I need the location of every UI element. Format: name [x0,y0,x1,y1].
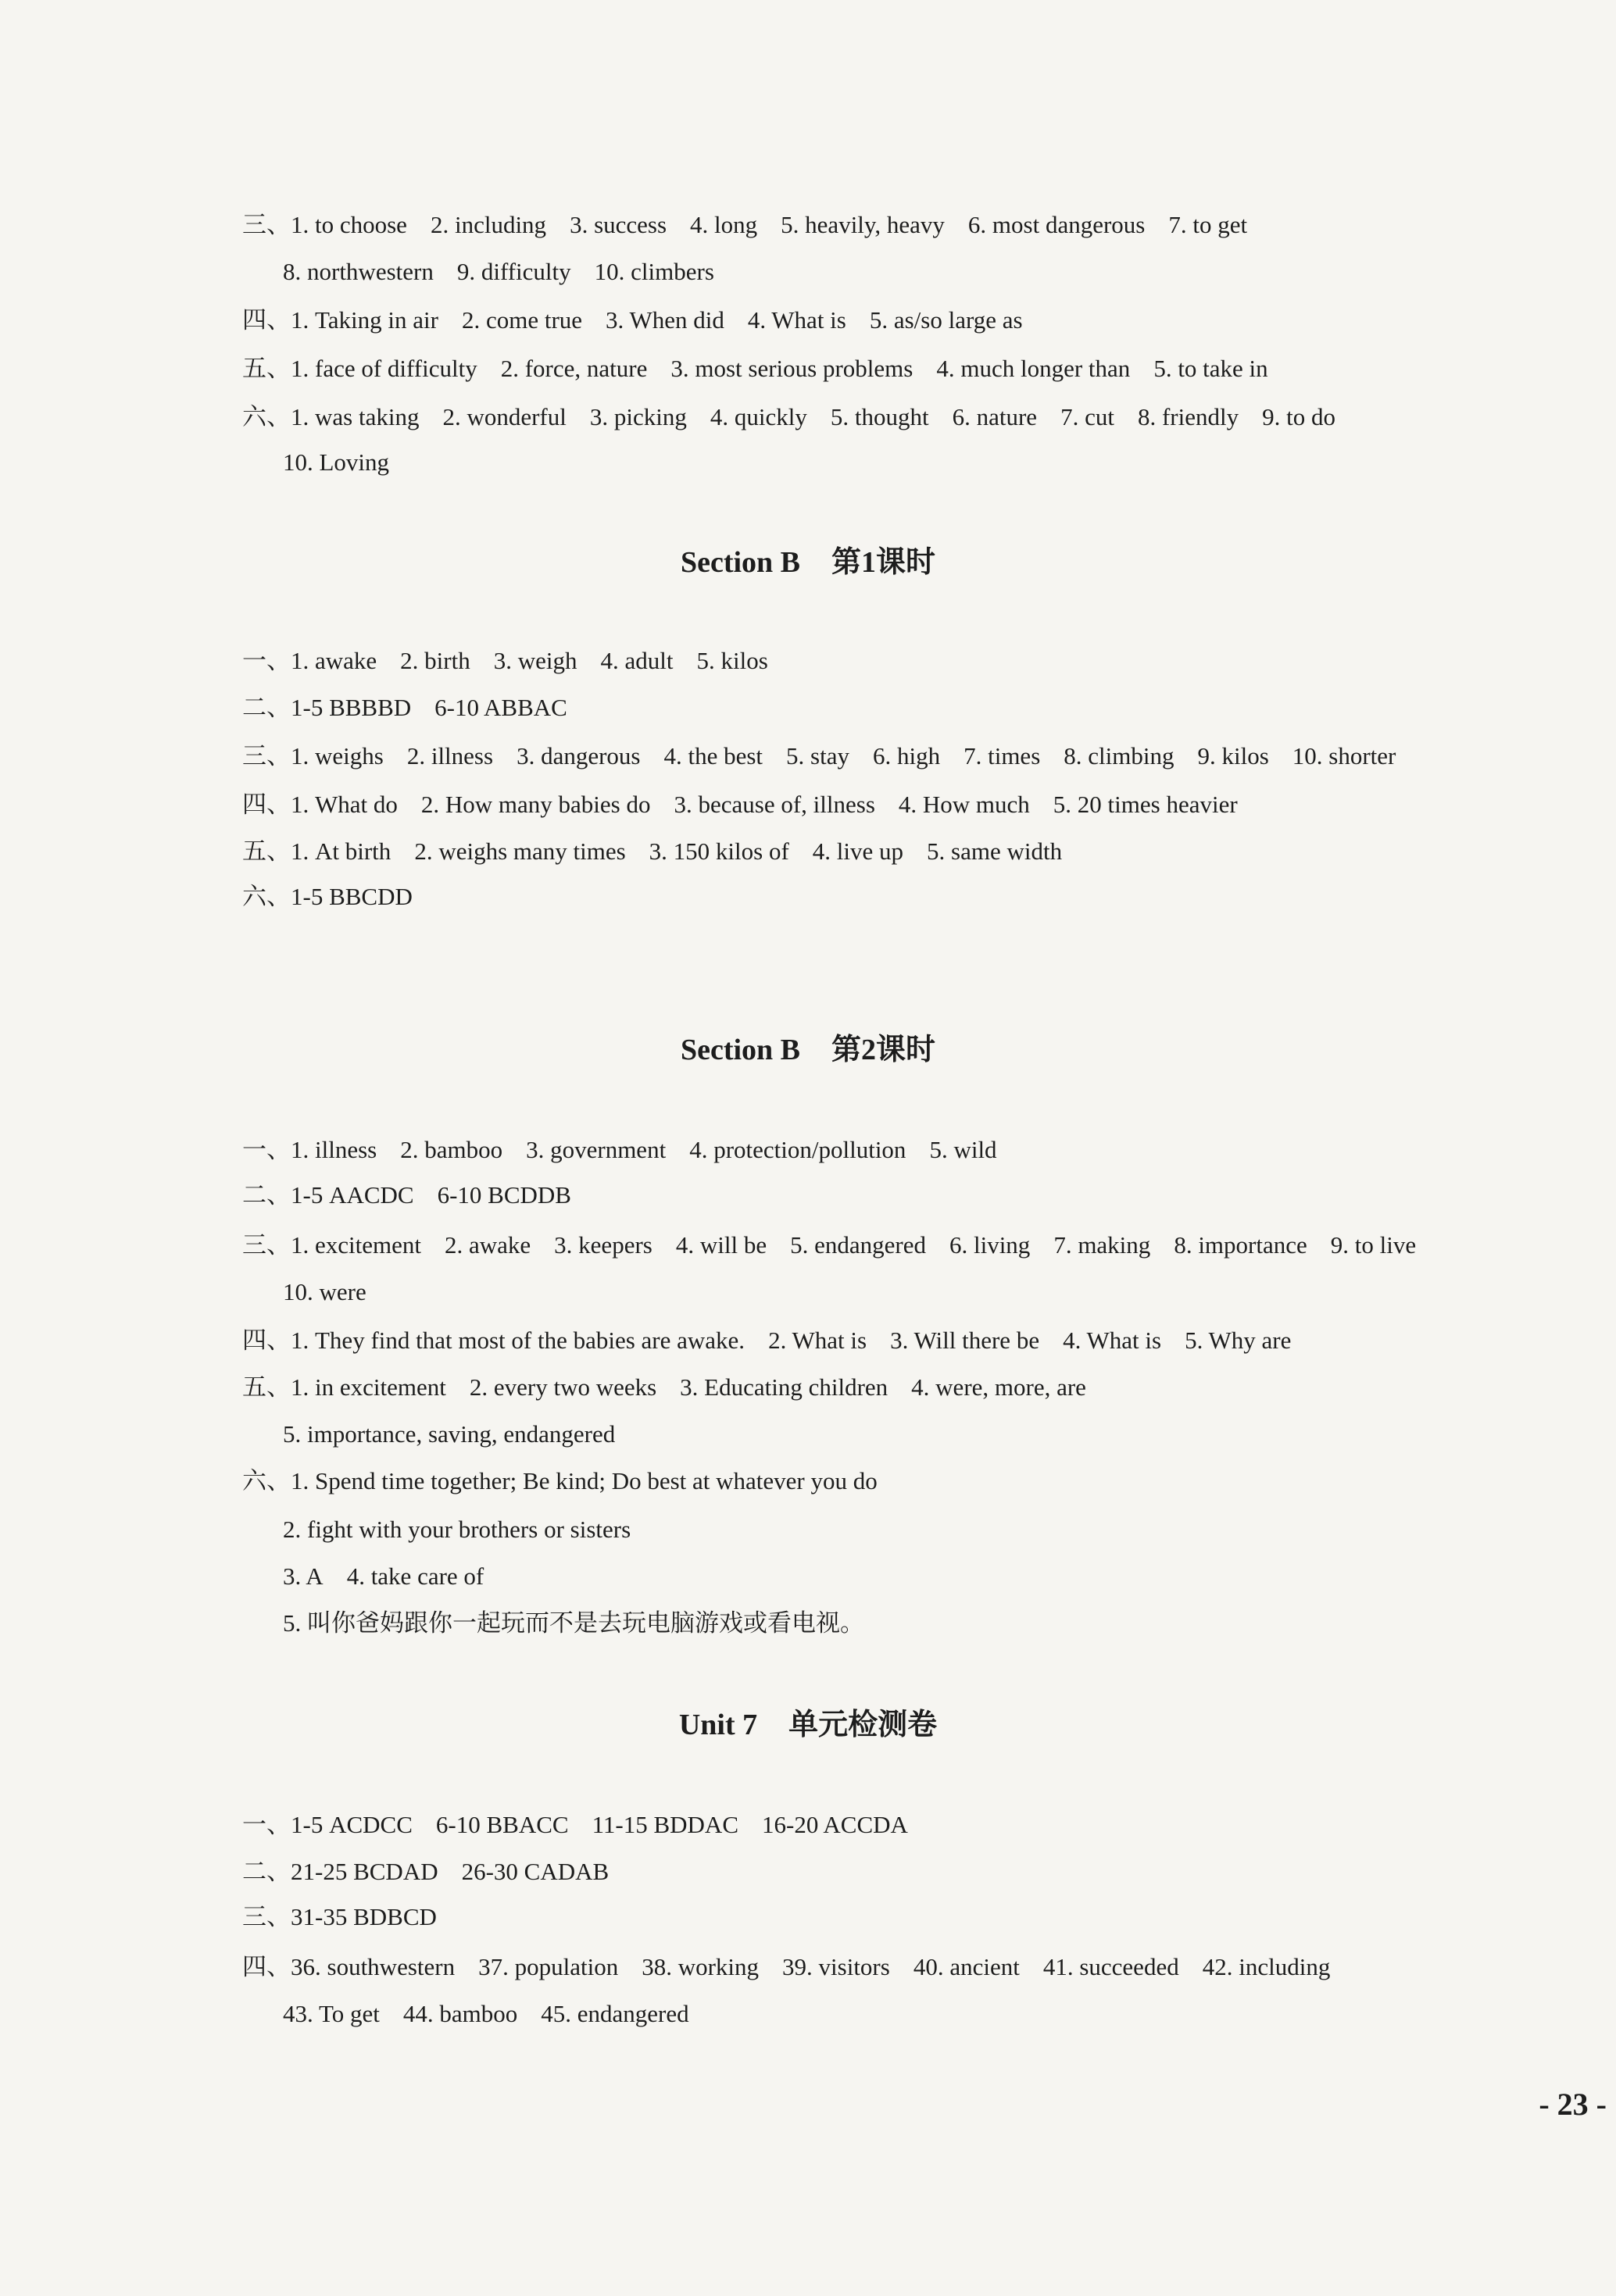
answer-item: 3. most serious problems [670,355,913,382]
answer-item: 五、1. in excitement [242,1373,446,1401]
answer-item: 40. ancient [913,1953,1020,1980]
answer-item: 四、1. What do [242,791,398,818]
answer-item: 10. climbers [594,258,714,285]
answer-item: 三、1. to choose [242,211,407,238]
answer-item: 2. including [430,211,547,238]
answer-line [283,1608,888,1639]
answer-line [242,1901,460,1933]
answer-item: 5. thought [830,403,929,430]
answer-item: 3. because of, illness [674,791,875,818]
answer-item: 2. illness [406,742,494,769]
answer-line [242,741,1419,772]
answer-item: 7. to get [1168,211,1248,238]
answer-item: 5. stay [786,742,849,769]
answer-item: 5. as/so large as [869,306,1023,334]
answer-item: 3. picking [589,403,687,430]
answer-item: 4. What is [747,306,846,334]
answer-item: 5. endangered [790,1231,926,1259]
answer-item: 4. were, more, are [911,1373,1086,1401]
answer-line [242,881,436,912]
answer-item: 3. Educating children [680,1373,888,1401]
heading-title: Section B [680,1034,801,1066]
section-heading [0,1031,1616,1069]
answer-item: 5. kilos [696,647,768,674]
answer-item: 8. importance [1174,1231,1307,1259]
page-number: - 23 - [1539,2087,1607,2122]
answer-item: 3. government [526,1136,667,1163]
answer-item: 37. population [478,1953,619,1980]
heading-subtitle: 第2课时 [831,1034,936,1066]
answer-item: 4. will be [675,1231,767,1259]
answer-line [242,789,1261,820]
answer-item: 3. 150 kilos of [649,837,789,865]
answer-item: 4. long [690,211,758,238]
answer-item: 39. visitors [782,1953,890,1980]
answer-item: 26-30 CADAB [461,1858,610,1885]
answer-line [242,1856,632,1887]
answer-item: 一、1. illness [242,1136,377,1163]
answer-item: 5. Why are [1185,1327,1292,1354]
section-heading [0,1706,1616,1744]
answer-item: 2. force, nature [500,355,648,382]
answer-item: 4. What is [1063,1327,1162,1354]
answer-item: 3. When did [606,306,724,334]
answer-line [283,1419,638,1450]
answer-item: 五、1. At birth [242,837,391,865]
answer-item: 二、1-5 BBBBD [242,694,412,721]
answer-item: 5. wild [929,1136,997,1163]
answer-item: 16-20 ACCDA [762,1811,908,1838]
answer-item: 三、1. excitement [242,1231,421,1259]
answer-item: 一、1-5 ACDCC [242,1811,413,1838]
answer-item: 六、1. Spend time together; Be kind; Do best at whatever you do [242,1467,878,1494]
answer-item: 6. most dangerous [967,211,1146,238]
answer-item: 4. take care of [346,1562,484,1590]
answer-line [242,692,591,723]
answer-item: 5. 叫你爸妈跟你一起玩而不是去玩电脑游戏或看电视。 [283,1609,864,1637]
answer-line [283,1277,390,1308]
answer-item: 一、1. awake [242,647,377,674]
heading-title: Section B [680,546,801,579]
answer-item: 6-10 BCDDB [437,1181,571,1209]
answer-item: 3. weigh [493,647,577,674]
answer-item: 六、1. was taking [242,403,420,430]
answer-item: 5. to take in [1153,355,1268,382]
answer-item: 2. How many babies do [420,791,651,818]
answer-line [242,1951,1353,1983]
answer-item: 9. difficulty [456,258,571,285]
answer-item: 4. live up [812,837,904,865]
answer-item: 45. endangered [541,2000,689,2027]
answer-item: 6. nature [952,403,1038,430]
answer-line [242,1180,595,1211]
answer-item: 10. shorter [1292,742,1396,769]
answer-item: 2. every two weeks [469,1373,657,1401]
answer-item: 四、1. Taking in air [242,306,438,334]
answer-item: 8. friendly [1137,403,1239,430]
answer-item: 4. quickly [710,403,807,430]
answer-line [242,353,1292,384]
answer-item: 9. to live [1330,1231,1417,1259]
answer-line [242,1325,1314,1356]
answer-line [242,1372,1110,1403]
answer-item: 41. succeeded [1042,1953,1179,1980]
answer-item: 6-10 BBACC [435,1811,569,1838]
answer-line [283,256,738,287]
answer-item: 六、1-5 BBCDD [242,883,413,910]
answer-item: 11-15 BDDAC [592,1811,739,1838]
answer-item: 二、21-25 BCDAD [242,1858,438,1885]
answer-line [242,305,1046,336]
answer-item: 2. What is [768,1327,867,1354]
answer-item: 42. including [1202,1953,1331,1980]
heading-subtitle: 第1课时 [831,546,936,579]
answer-item: 4. How much [898,791,1030,818]
answer-item: 三、31-35 BDBCD [242,1903,437,1930]
section-heading [0,544,1616,581]
answer-item: 6. high [872,742,941,769]
answer-item: 8. northwestern [283,258,434,285]
answer-line [283,1514,654,1545]
answer-item: 五、1. face of difficulty [242,355,477,382]
answer-item: 4. adult [600,647,674,674]
answer-item: 10. Loving [283,448,390,476]
answer-item: 3. Will there be [890,1327,1040,1354]
answer-item: 7. times [964,742,1041,769]
answer-item: 2. weighs many times [414,837,626,865]
answer-item: 4. protection/pollution [689,1136,906,1163]
answer-item: 3. keepers [554,1231,652,1259]
answer-item: 9. to do [1262,403,1335,430]
answer-item: 6-10 ABBAC [434,694,567,721]
answer-line [242,209,1271,241]
answer-item: 二、1-5 AACDC [242,1181,414,1209]
answer-item: 2. fight with your brothers or sisters [283,1516,631,1543]
answer-line [283,1561,507,1592]
answer-line [242,1809,931,1841]
answer-item: 44. bamboo [402,2000,518,2027]
answer-item: 2. awake [445,1231,531,1259]
answer-item: 四、36. southwestern [242,1953,456,1980]
heading-subtitle: 单元检测卷 [788,1709,938,1741]
answer-line [242,1230,1439,1261]
answer-item: 5. same width [927,837,1063,865]
heading-title: Unit 7 [678,1709,758,1741]
answer-item: 2. come true [461,306,583,334]
answer-item: 2. bamboo [400,1136,503,1163]
answer-item: 8. climbing [1064,742,1174,769]
answer-item: 3. A [283,1562,324,1590]
answer-line [242,1134,1021,1166]
answer-item: 4. much longer than [936,355,1131,382]
answer-item: 10. were [283,1278,366,1305]
answer-item: 4. the best [663,742,763,769]
answer-line [242,645,792,677]
answer-item: 5. importance, saving, endangered [283,1420,616,1448]
answer-item: 43. To get [283,2000,380,2027]
answer-item: 5. 20 times heavier [1053,791,1238,818]
answer-line [242,1466,901,1497]
answer-item: 7. cut [1060,403,1114,430]
answer-item: 2. birth [400,647,470,674]
answer-item: 3. dangerous [517,742,641,769]
answer-item: 38. working [642,1953,760,1980]
answer-item: 3. success [570,211,667,238]
answer-item: 5. heavily, heavy [781,211,945,238]
answer-item: 四、1. They find that most of the babies are awake. [242,1327,745,1354]
answer-line [283,447,413,478]
answer-line [242,836,1085,867]
answer-item: 6. living [949,1231,1031,1259]
answer-line [283,1998,713,2030]
answer-item: 9. kilos [1197,742,1269,769]
answer-line [242,402,1359,433]
answer-item: 7. making [1053,1231,1151,1259]
answer-item: 2. wonderful [442,403,567,430]
answer-item: 三、1. weighs [242,742,384,769]
